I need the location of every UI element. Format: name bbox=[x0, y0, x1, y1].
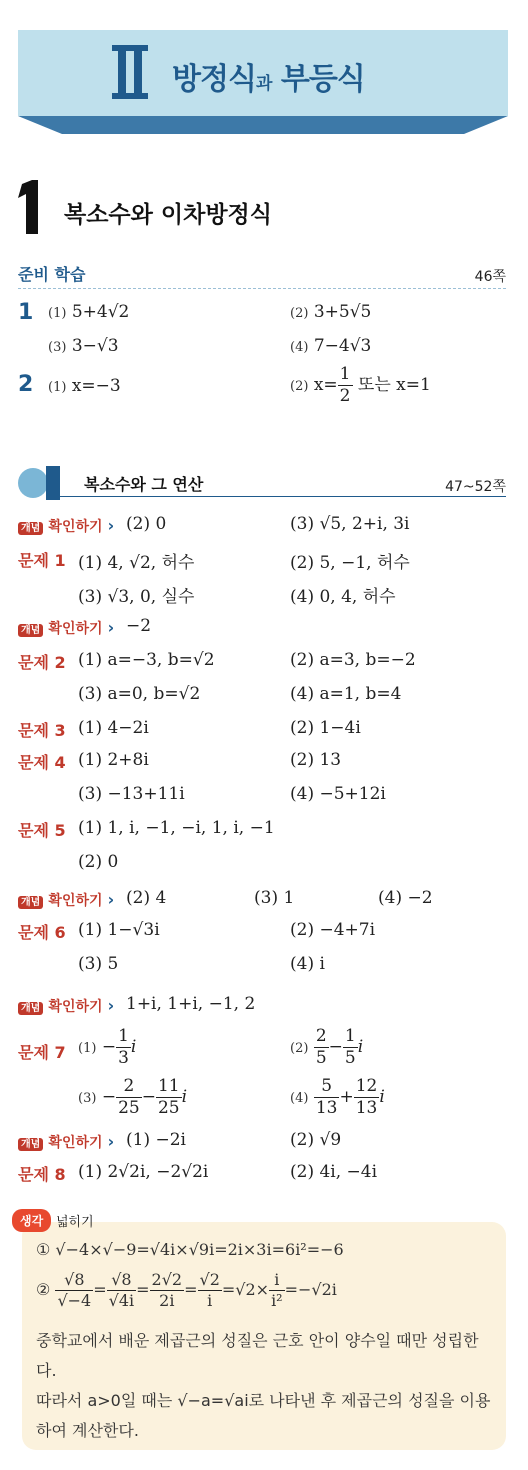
chapter-title-a: 방정식 bbox=[172, 62, 256, 97]
answer-value: (1) 1−√3i bbox=[78, 920, 160, 940]
question-number: 1 bbox=[18, 300, 34, 325]
answer-label: (3) bbox=[48, 340, 67, 355]
problem-label: 문제 6 bbox=[18, 923, 66, 942]
lesson-page-ref: 47~52쪽 bbox=[445, 479, 506, 495]
prep-heading: 준비 학습 bbox=[18, 265, 86, 284]
prep-divider bbox=[18, 288, 506, 289]
answer-value: x=−3 bbox=[71, 376, 121, 396]
fraction: $\frac{11}{25}$ bbox=[157, 1076, 180, 1118]
lesson-number-bar-icon bbox=[46, 466, 60, 500]
problem-label: 문제 2 bbox=[18, 653, 66, 672]
roman-numeral-two-icon bbox=[112, 45, 148, 99]
answer-value: (2) 5, −1, 허수 bbox=[290, 553, 410, 573]
answer-value: 3−√3 bbox=[71, 336, 119, 356]
answer-value: (2) 0 bbox=[78, 852, 119, 872]
answer-value: (3) 5 bbox=[78, 954, 119, 974]
section-title: 복소수와 이차방정식 bbox=[64, 202, 272, 228]
problem-label: 문제 5 bbox=[18, 821, 66, 840]
think-paragraph-1: 중학교에서 배운 제곱근의 성질은 근호 안이 양수일 때만 성립한다. bbox=[36, 1331, 479, 1380]
answer-value: (4) a=1, b=4 bbox=[290, 684, 402, 704]
answer-value: (2) −4+7i bbox=[290, 920, 376, 940]
fraction: $\frac{5}{13}$ bbox=[315, 1076, 338, 1118]
answer-value: (1) 4−2i bbox=[78, 718, 149, 738]
answer-value: (1) − $\frac{1}{3}$ i bbox=[78, 1026, 137, 1068]
fraction: $\frac{√8}{√-4}$ bbox=[57, 1270, 92, 1310]
answer-value: 1+i, 1+i, −1, 2 bbox=[126, 994, 256, 1014]
answer-value: 5+4√2 bbox=[71, 302, 130, 322]
concept-check-label: 개념 확인하기 › bbox=[18, 618, 114, 638]
lesson-title: 복소수와 그 연산 bbox=[84, 475, 204, 494]
think-line-2: ② $\frac{√8}{√-4}$ = $\frac{√8}{√4i}$ = $\frac{2√2}{2i}$ = $\frac{√2}{i}$ =√2× $\frac{i}{\text{i²}}$ =−√2i bbox=[36, 1270, 337, 1310]
fraction: $\frac{√2}{i}$ bbox=[199, 1270, 220, 1310]
answer-value: (3) 1 bbox=[254, 888, 295, 908]
answer-value: (3) a=0, b=√2 bbox=[78, 684, 201, 704]
problem-label: 문제 7 bbox=[18, 1043, 66, 1062]
fraction: $\frac{2√2}{2i}$ bbox=[151, 1270, 183, 1310]
concept-check-label: 개념 확인하기 › bbox=[18, 516, 114, 536]
think-label: 넓히기 bbox=[56, 1215, 94, 1230]
answer-label: (2) bbox=[290, 379, 309, 394]
answer-value: (1) 1, i, −1, −i, 1, i, −1 bbox=[78, 818, 275, 838]
answer-value: −2 bbox=[126, 616, 152, 636]
concept-check-label: 개념 확인하기 › bbox=[18, 1132, 114, 1152]
answer-value: (4) 0, 4, 허수 bbox=[290, 587, 396, 607]
answer-value: (3) √3, 0, 실수 bbox=[78, 587, 195, 607]
chapter-title bbox=[172, 54, 365, 98]
think-paragraph-2: 따라서 a>0일 때는 √−a=√ai로 나타낸 후 제곱근의 성질을 이용하여 계산한다. bbox=[36, 1391, 491, 1440]
chapter-title-b: 부등식 bbox=[280, 62, 365, 97]
answer-value: 3+5√5 bbox=[313, 302, 372, 322]
concept-check-label: 개념 확인하기 › bbox=[18, 996, 114, 1016]
answer-value: 7−4√3 bbox=[313, 336, 372, 356]
chapter-title-conj: 과 bbox=[255, 74, 272, 94]
fraction: $\frac{2}{25}$ bbox=[118, 1076, 140, 1118]
answer-label: (1) bbox=[48, 380, 67, 395]
problem-label: 문제 4 bbox=[18, 753, 66, 772]
answer-value: (2) √9 bbox=[290, 1130, 342, 1150]
answer-value: 또는 x=1 bbox=[352, 375, 431, 395]
answer-label: (4) bbox=[290, 340, 309, 355]
section-number-one-icon bbox=[18, 180, 38, 234]
answer-label: (2) bbox=[290, 306, 309, 321]
answer-value: (3) √5, 2+i, 3i bbox=[290, 514, 410, 534]
answer-value: x= bbox=[313, 375, 338, 395]
answer-value: (2) 4 bbox=[126, 888, 167, 908]
answer-label: (1) bbox=[48, 306, 67, 321]
answer-value: (1) 2+8i bbox=[78, 750, 149, 770]
question-number: 2 bbox=[18, 372, 34, 397]
answer-value: (3) −13+11i bbox=[78, 784, 185, 804]
think-badge: 생각 bbox=[12, 1209, 51, 1232]
fraction: $\frac{√8}{√4i}$ bbox=[108, 1270, 135, 1310]
answer-value: (2) $\frac{2}{5}$ − $\frac{1}{5}$ i bbox=[290, 1026, 364, 1068]
concept-check-label: 개념 확인하기 › bbox=[18, 890, 114, 910]
answer-value: (4) −2 bbox=[378, 888, 433, 908]
answer-value: (2) 1−4i bbox=[290, 718, 361, 738]
fraction: $\frac{i}{\text{i²}}$ bbox=[271, 1270, 283, 1310]
banner-fold-shadow bbox=[18, 116, 508, 134]
lesson-divider bbox=[58, 496, 506, 497]
answer-value: (1) 2√2i, −2√2i bbox=[78, 1162, 209, 1182]
answer-value: (2) 13 bbox=[290, 750, 342, 770]
fraction: $\frac{1}{2}$ bbox=[339, 364, 351, 406]
problem-label: 문제 3 bbox=[18, 721, 66, 740]
fraction: $\frac{12}{13}$ bbox=[355, 1076, 378, 1118]
fraction: $\frac{1}{5}$ bbox=[344, 1026, 356, 1068]
answer-value: (1) a=−3, b=√2 bbox=[78, 650, 215, 670]
fraction: $\frac{2}{5}$ bbox=[315, 1026, 327, 1068]
answer-value: (2) 4i, −4i bbox=[290, 1162, 378, 1182]
answer-value: (3) − $\frac{2}{25}$ − $\frac{11}{25}$ i bbox=[78, 1076, 188, 1118]
answer-value: (2) a=3, b=−2 bbox=[290, 650, 416, 670]
problem-label: 문제 1 bbox=[18, 551, 66, 570]
answer-value: (2) 0 bbox=[126, 514, 167, 534]
think-line-1: ① √−4×√−9=√4i×√9i=2i×3i=6i²=−6 bbox=[36, 1240, 344, 1259]
prep-page-ref: 46쪽 bbox=[474, 269, 506, 285]
fraction: $\frac{1}{3}$ bbox=[118, 1026, 129, 1068]
answer-value: (1) −2i bbox=[126, 1130, 186, 1150]
answer-value: (4) −5+12i bbox=[290, 784, 386, 804]
answer-value: (1) 4, √2, 허수 bbox=[78, 553, 195, 573]
answer-value: (4) $\frac{5}{13}$ + $\frac{12}{13}$ i bbox=[290, 1076, 385, 1118]
problem-label: 문제 8 bbox=[18, 1165, 66, 1184]
answer-value: (4) i bbox=[290, 954, 325, 974]
lesson-number-circle-icon bbox=[18, 468, 48, 498]
